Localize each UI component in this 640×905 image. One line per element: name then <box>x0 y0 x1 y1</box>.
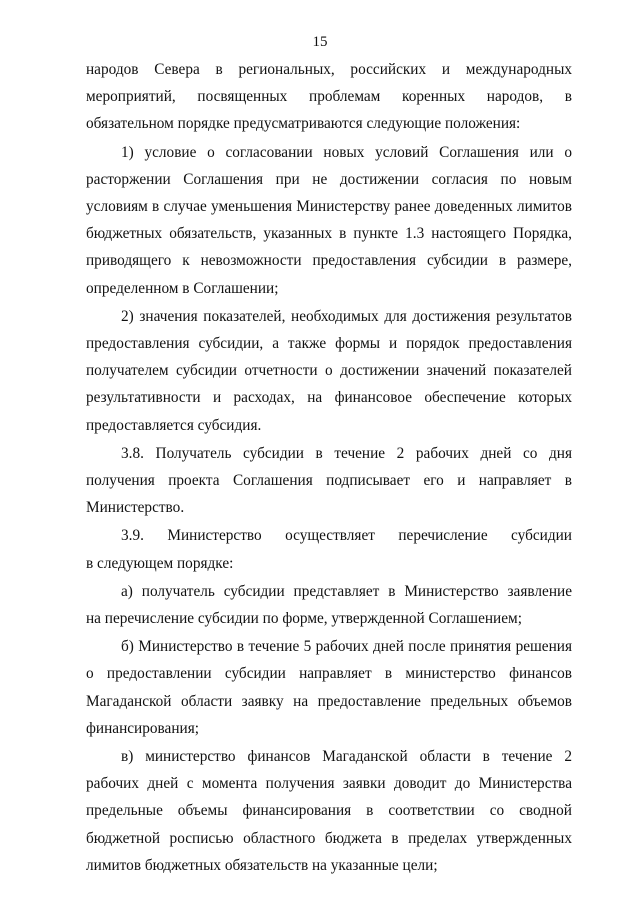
text-line: 1) условие о согласовании новых условий Соглашения или о <box>121 143 572 161</box>
text-line: бюджетной росписью областного бюджета в пределах утвержденных <box>86 829 572 847</box>
text-line: б) Министерство в течение 5 рабочих дней после принятия решения <box>121 638 572 656</box>
text-line: определенном в Соглашении; <box>86 279 279 297</box>
text-line: получения проекта Соглашения подписывает его и направляет в <box>86 472 572 490</box>
text-line: бюджетных обязательств, указанных в пункте 1.3 настоящего Порядка, <box>86 225 572 243</box>
paragraph-item-v <box>86 743 572 879</box>
text-line: обязательном порядке предусматриваются следующие положения: <box>86 115 521 133</box>
text-line: результативности и расходах, на финансовое обеспечение которых <box>86 389 572 407</box>
paragraph-3-8 <box>86 440 572 522</box>
text-line: в) министерство финансов Магаданской области в течение 2 <box>121 748 572 766</box>
paragraph-item-b <box>86 633 572 742</box>
text-line: мероприятий, посвященных проблемам коренных народов, в <box>86 88 572 106</box>
document-body <box>86 56 572 879</box>
text-line: в следующем порядке: <box>86 554 234 572</box>
text-line: народов Севера в региональных, российских и международных <box>86 61 572 78</box>
text-line: 3.8. Получатель субсидии в течение 2 рабочих дней со дня <box>121 444 572 462</box>
paragraph-item-a <box>86 578 572 632</box>
paragraph-item-2 <box>86 303 572 439</box>
paragraph-continuation <box>86 56 572 138</box>
text-line: о предоставлении субсидии направляет в министерство финансов <box>86 665 572 683</box>
text-line: условиям в случае уменьшения Министерству ранее доведенных лимитов <box>86 198 572 216</box>
text-line: Магаданской области заявку на предоставление предельных объемов <box>86 692 572 710</box>
text-line: приводящего к невозможности предоставления субсидии в размере, <box>86 252 572 270</box>
text-line: 3.9. Министерство осуществляет перечисление субсидии <box>121 527 572 545</box>
text-line: предоставляется субсидия. <box>86 416 262 434</box>
paragraph-3-9 <box>86 522 572 576</box>
text-line: лимитов бюджетных обязательств на указанные цели; <box>86 856 438 874</box>
paragraph-item-1 <box>86 139 572 302</box>
page-number: 15 <box>312 34 328 50</box>
text-line: рабочих дней с момента получения заявки доводит до Министерства <box>86 775 572 793</box>
text-line: предоставления субсидии, а также формы и порядок предоставления <box>86 335 572 353</box>
text-line: предельные объемы финансирования в соответствии со сводной <box>86 802 572 820</box>
text-line: на перечисление субсидии по форме, утвержденной Соглашением; <box>86 610 522 628</box>
text-line: 2) значения показателей, необходимых для достижения результатов <box>121 307 572 325</box>
text-line: финансирования; <box>86 719 200 737</box>
text-line: а) получатель субсидии представляет в Министерство заявление <box>121 582 572 600</box>
text-line: получателем субсидии отчетности о достижении значений показателей <box>86 362 572 380</box>
text-line: расторжении Соглашения при не достижении согласия по новым <box>86 170 572 188</box>
text-line: Министерство. <box>86 499 185 517</box>
